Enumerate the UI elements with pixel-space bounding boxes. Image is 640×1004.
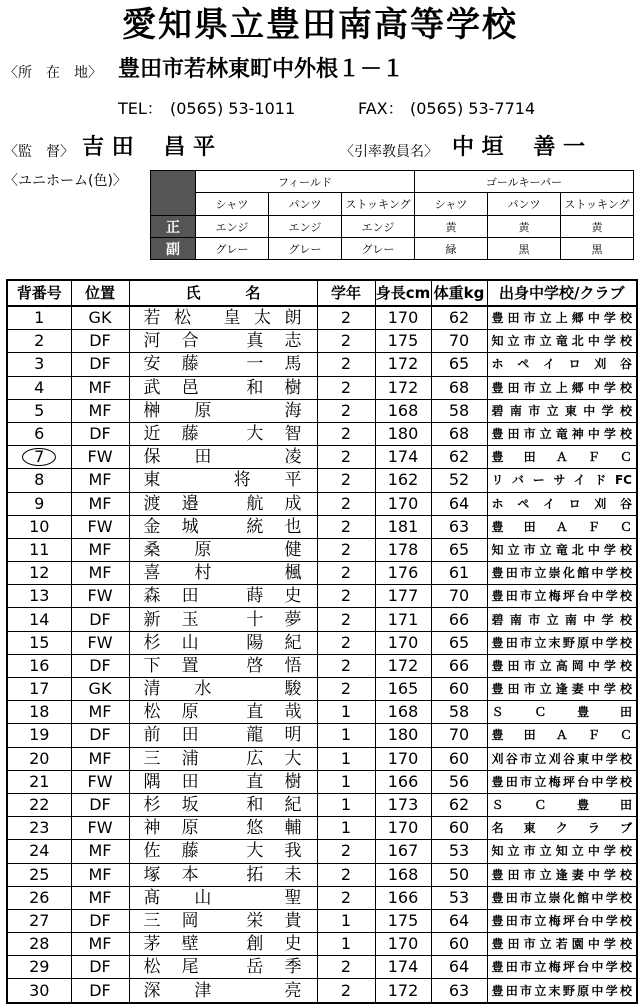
player-weight: 68 — [431, 376, 487, 399]
fax-label: FAX： — [358, 99, 404, 118]
header-grade: 学年 — [317, 280, 375, 306]
player-grade: 1 — [317, 817, 375, 840]
player-height: 176 — [375, 562, 431, 585]
coach-label: 〈監 督〉 — [4, 144, 74, 160]
table-row — [7, 793, 637, 816]
table-row — [7, 446, 637, 469]
player-name: 隅田 直樹 — [129, 770, 317, 793]
player-school: ＳＣ豊田 — [487, 701, 637, 724]
table-row — [7, 330, 637, 353]
table-row — [7, 562, 637, 585]
uniform-subheader: パンツ — [269, 193, 342, 216]
player-weight: 50 — [431, 863, 487, 886]
player-grade: 2 — [317, 306, 375, 330]
player-grade: 2 — [317, 492, 375, 515]
player-number: 8 — [7, 469, 71, 492]
player-number: 3 — [7, 353, 71, 376]
player-grade: 2 — [317, 979, 375, 1003]
secondary-color: グレー — [342, 238, 415, 260]
player-number: 25 — [7, 863, 71, 886]
roster-body — [7, 306, 637, 1003]
player-weight: 65 — [431, 353, 487, 376]
player-name: 前田 龍明 — [129, 724, 317, 747]
player-number: 28 — [7, 933, 71, 956]
player-position: GK — [71, 678, 129, 701]
player-name: 髙山 聖 — [129, 886, 317, 909]
player-school: ホペイロ刈谷 — [487, 353, 637, 376]
player-name: 松原 直哉 — [129, 701, 317, 724]
player-number: 21 — [7, 770, 71, 793]
player-name: 深津 亮 — [129, 979, 317, 1003]
player-school: 豊田市立梅坪台中学校 — [487, 770, 637, 793]
uniform-table — [150, 170, 634, 260]
player-height: 167 — [375, 840, 431, 863]
player-number: 27 — [7, 909, 71, 932]
player-weight: 68 — [431, 422, 487, 445]
table-row — [7, 979, 637, 1003]
table-row — [7, 701, 637, 724]
primary-color: 黄 — [561, 216, 634, 238]
player-number: 5 — [7, 399, 71, 422]
player-number: 13 — [7, 585, 71, 608]
player-position: MF — [71, 747, 129, 770]
player-height: 168 — [375, 701, 431, 724]
player-grade: 2 — [317, 585, 375, 608]
player-height: 174 — [375, 956, 431, 979]
player-weight: 63 — [431, 515, 487, 538]
table-row — [7, 306, 637, 330]
player-height: 173 — [375, 793, 431, 816]
player-grade: 1 — [317, 933, 375, 956]
table-row — [7, 353, 637, 376]
player-number: 23 — [7, 817, 71, 840]
table-row — [7, 492, 637, 515]
player-weight: 66 — [431, 654, 487, 677]
player-weight: 53 — [431, 886, 487, 909]
player-grade: 1 — [317, 724, 375, 747]
school-name: 愛知県立豊田南高等学校 — [122, 5, 518, 45]
player-weight: 62 — [431, 306, 487, 330]
gk-label: ゴールキーパー — [415, 171, 634, 193]
player-grade: 2 — [317, 515, 375, 538]
table-row — [7, 909, 637, 932]
teacher-label: 〈引率教員名〉 — [340, 144, 438, 160]
player-school: 豊田市立上郷中学校 — [487, 376, 637, 399]
player-height: 168 — [375, 399, 431, 422]
player-grade: 2 — [317, 608, 375, 631]
fax-number: (0565) 53-7714 — [410, 99, 536, 118]
player-school: 豊田市立崇化館中学校 — [487, 562, 637, 585]
player-name: 森田 蒔史 — [129, 585, 317, 608]
player-position: MF — [71, 562, 129, 585]
player-height: 166 — [375, 886, 431, 909]
roster-table — [6, 279, 638, 1004]
player-school: 豊田市立末野原中学校 — [487, 979, 637, 1003]
player-number: 6 — [7, 422, 71, 445]
player-height: 171 — [375, 608, 431, 631]
player-school: 知立市立知立中学校 — [487, 840, 637, 863]
player-name: 喜村 楓 — [129, 562, 317, 585]
player-name: 下置 啓悟 — [129, 654, 317, 677]
player-name: 塚本 拓未 — [129, 863, 317, 886]
player-position: DF — [71, 979, 129, 1003]
player-school: 碧南市立南中学校 — [487, 608, 637, 631]
player-name: 保田 凌 — [129, 446, 317, 469]
player-height: 177 — [375, 585, 431, 608]
roster-header-row — [7, 280, 637, 306]
player-weight: 53 — [431, 840, 487, 863]
player-school: 知立市立竜北中学校 — [487, 330, 637, 353]
uniform-subheader: ストッキング — [342, 193, 415, 216]
header-school: 出身中学校/クラブ — [487, 280, 637, 306]
header-height: 身長cm — [375, 280, 431, 306]
tel-number: (0565) 53-1011 — [170, 99, 296, 118]
player-height: 175 — [375, 330, 431, 353]
player-position: MF — [71, 886, 129, 909]
primary-color: エンジ — [269, 216, 342, 238]
table-row — [7, 376, 637, 399]
player-weight: 66 — [431, 608, 487, 631]
primary-color: エンジ — [342, 216, 415, 238]
player-weight: 56 — [431, 770, 487, 793]
player-name: 三岡 栄貴 — [129, 909, 317, 932]
player-number: 9 — [7, 492, 71, 515]
player-weight: 60 — [431, 933, 487, 956]
player-height: 172 — [375, 353, 431, 376]
player-number: 12 — [7, 562, 71, 585]
player-school: 碧南市立東中学校 — [487, 399, 637, 422]
player-height: 172 — [375, 979, 431, 1003]
tel-label: TEL： — [118, 99, 163, 118]
player-school: 豊田市立梅坪台中学校 — [487, 909, 637, 932]
table-row — [7, 886, 637, 909]
player-position: FW — [71, 817, 129, 840]
player-name: 新玉 十夢 — [129, 608, 317, 631]
player-position: DF — [71, 330, 129, 353]
player-school: 豊田市立梅坪台中学校 — [487, 956, 637, 979]
player-position: DF — [71, 654, 129, 677]
player-weight: 52 — [431, 469, 487, 492]
player-name: 東 将平 — [129, 469, 317, 492]
player-name: 茅壁 創史 — [129, 933, 317, 956]
player-position: DF — [71, 956, 129, 979]
player-grade: 2 — [317, 654, 375, 677]
header-number: 背番号 — [7, 280, 71, 306]
player-grade: 2 — [317, 840, 375, 863]
secondary-color: グレー — [196, 238, 269, 260]
player-position: FW — [71, 585, 129, 608]
uniform-subheader: シャツ — [196, 193, 269, 216]
player-height: 170 — [375, 631, 431, 654]
player-name: 河合 真志 — [129, 330, 317, 353]
player-position: DF — [71, 422, 129, 445]
player-number: 19 — [7, 724, 71, 747]
player-grade: 2 — [317, 956, 375, 979]
secondary-color: 黒 — [561, 238, 634, 260]
player-grade: 2 — [317, 330, 375, 353]
table-row — [7, 863, 637, 886]
player-grade: 1 — [317, 747, 375, 770]
table-row — [7, 515, 637, 538]
player-number: 11 — [7, 538, 71, 561]
player-grade: 2 — [317, 678, 375, 701]
player-position: DF — [71, 724, 129, 747]
player-position: MF — [71, 376, 129, 399]
player-height: 170 — [375, 747, 431, 770]
teacher-name: 中 垣 善 一 — [452, 135, 585, 160]
header-position: 位置 — [71, 280, 129, 306]
uniform-corner — [151, 171, 196, 216]
player-school: 豊田ＡＦＣ — [487, 515, 637, 538]
player-position: DF — [71, 793, 129, 816]
player-number: 1 — [7, 306, 71, 330]
table-row — [7, 840, 637, 863]
secondary-color: 黒 — [488, 238, 561, 260]
table-row — [7, 956, 637, 979]
player-number: 18 — [7, 701, 71, 724]
player-number: 15 — [7, 631, 71, 654]
table-row — [7, 608, 637, 631]
player-school: 豊田市立若園中学校 — [487, 933, 637, 956]
header-weight: 体重kg — [431, 280, 487, 306]
player-number: 2 — [7, 330, 71, 353]
player-height: 172 — [375, 654, 431, 677]
player-weight: 62 — [431, 446, 487, 469]
player-school: 知立市立竜北中学校 — [487, 538, 637, 561]
player-position: MF — [71, 538, 129, 561]
player-school: 豊田市立逢妻中学校 — [487, 863, 637, 886]
player-position: MF — [71, 933, 129, 956]
uniform-subheader: パンツ — [488, 193, 561, 216]
player-height: 165 — [375, 678, 431, 701]
player-grade: 2 — [317, 376, 375, 399]
address: 豊田市若林東町中外根１－１ — [118, 57, 405, 82]
player-height: 162 — [375, 469, 431, 492]
player-weight: 62 — [431, 793, 487, 816]
player-position: MF — [71, 399, 129, 422]
player-position: FW — [71, 770, 129, 793]
player-grade: 2 — [317, 469, 375, 492]
player-school: 名東クラブ — [487, 817, 637, 840]
player-number: 20 — [7, 747, 71, 770]
player-school: 豊田ＡＦＣ — [487, 446, 637, 469]
player-weight: 65 — [431, 538, 487, 561]
player-position: MF — [71, 840, 129, 863]
player-name: 桑原 健 — [129, 538, 317, 561]
player-school: 豊田市立高岡中学校 — [487, 654, 637, 677]
table-row — [7, 585, 637, 608]
player-grade: 1 — [317, 909, 375, 932]
primary-color: 黄 — [488, 216, 561, 238]
player-name: 武邑 和樹 — [129, 376, 317, 399]
player-school: 豊田市立竜神中学校 — [487, 422, 637, 445]
player-grade: 2 — [317, 631, 375, 654]
player-school: リバーサイドFC — [487, 469, 637, 492]
player-position: DF — [71, 909, 129, 932]
uniform-subheader: ストッキング — [561, 193, 634, 216]
player-grade: 2 — [317, 422, 375, 445]
captain-mark: 7 — [22, 448, 56, 466]
player-name: 榊原 海 — [129, 399, 317, 422]
player-number: 14 — [7, 608, 71, 631]
player-grade: 2 — [317, 353, 375, 376]
player-grade: 2 — [317, 446, 375, 469]
player-name: 三浦 広大 — [129, 747, 317, 770]
player-name: 神原 悠輔 — [129, 817, 317, 840]
player-grade: 2 — [317, 863, 375, 886]
table-row — [7, 538, 637, 561]
uniform-label: 〈ユニホーム(色)〉 — [4, 173, 127, 189]
player-school: 豊田ＡＦＣ — [487, 724, 637, 747]
primary-color: 黄 — [415, 216, 488, 238]
player-number: 29 — [7, 956, 71, 979]
player-height: 172 — [375, 376, 431, 399]
player-weight: 70 — [431, 585, 487, 608]
player-position: MF — [71, 701, 129, 724]
player-name: 佐藤 大我 — [129, 840, 317, 863]
player-grade: 2 — [317, 399, 375, 422]
address-label: 〈所 在 地〉 — [4, 65, 102, 81]
player-number: 24 — [7, 840, 71, 863]
player-weight: 70 — [431, 724, 487, 747]
player-name: 渡邉 航成 — [129, 492, 317, 515]
player-number: 10 — [7, 515, 71, 538]
table-row — [7, 469, 637, 492]
player-school: ホペイロ刈谷 — [487, 492, 637, 515]
player-school: ＳＣ豊田 — [487, 793, 637, 816]
player-height: 170 — [375, 306, 431, 330]
player-weight: 60 — [431, 747, 487, 770]
table-row — [7, 678, 637, 701]
player-position: MF — [71, 863, 129, 886]
field-label: フィールド — [196, 171, 415, 193]
player-weight: 58 — [431, 399, 487, 422]
player-height: 174 — [375, 446, 431, 469]
table-row — [7, 817, 637, 840]
player-school: 刈谷市立刈谷東中学校 — [487, 747, 637, 770]
secondary-label: 副 — [151, 238, 196, 260]
player-weight: 64 — [431, 492, 487, 515]
player-weight: 64 — [431, 956, 487, 979]
player-weight: 63 — [431, 979, 487, 1003]
player-weight: 60 — [431, 817, 487, 840]
coach-name: 吉 田 昌 平 — [82, 135, 215, 160]
player-position: MF — [71, 469, 129, 492]
player-grade: 2 — [317, 886, 375, 909]
player-name: 若松 皇太朗 — [129, 306, 317, 330]
player-number: 30 — [7, 979, 71, 1003]
player-name: 杉山 陽紀 — [129, 631, 317, 654]
uniform-subheader: シャツ — [415, 193, 488, 216]
player-grade: 2 — [317, 562, 375, 585]
player-number: 16 — [7, 654, 71, 677]
table-row — [7, 399, 637, 422]
primary-color: エンジ — [196, 216, 269, 238]
table-row — [7, 724, 637, 747]
secondary-color: グレー — [269, 238, 342, 260]
table-row — [7, 654, 637, 677]
player-weight: 64 — [431, 909, 487, 932]
player-position: GK — [71, 306, 129, 330]
player-name: 松尾 岳季 — [129, 956, 317, 979]
player-number: 4 — [7, 376, 71, 399]
player-school: 豊田市立逢妻中学校 — [487, 678, 637, 701]
player-position: FW — [71, 515, 129, 538]
table-row — [7, 747, 637, 770]
player-position: MF — [71, 492, 129, 515]
header-name: 氏 名 — [129, 280, 317, 306]
player-number: 26 — [7, 886, 71, 909]
primary-label: 正 — [151, 216, 196, 238]
table-row — [7, 422, 637, 445]
player-weight: 61 — [431, 562, 487, 585]
player-name: 清水 駿 — [129, 678, 317, 701]
table-row — [7, 933, 637, 956]
player-height: 175 — [375, 909, 431, 932]
player-height: 170 — [375, 817, 431, 840]
secondary-color: 緑 — [415, 238, 488, 260]
table-row — [7, 631, 637, 654]
player-school: 豊田市立上郷中学校 — [487, 306, 637, 330]
player-height: 166 — [375, 770, 431, 793]
player-number: 22 — [7, 793, 71, 816]
player-school: 豊田市立末野原中学校 — [487, 631, 637, 654]
player-height: 170 — [375, 492, 431, 515]
player-name: 安藤 一馬 — [129, 353, 317, 376]
player-height: 181 — [375, 515, 431, 538]
player-name: 金城 統也 — [129, 515, 317, 538]
player-name: 近藤 大智 — [129, 422, 317, 445]
player-school: 豊田市立崇化館中学校 — [487, 886, 637, 909]
player-position: FW — [71, 446, 129, 469]
player-position: DF — [71, 353, 129, 376]
player-weight: 60 — [431, 678, 487, 701]
player-height: 180 — [375, 724, 431, 747]
player-school: 豊田市立梅坪台中学校 — [487, 585, 637, 608]
player-height: 180 — [375, 422, 431, 445]
player-number — [7, 446, 71, 469]
player-grade: 1 — [317, 793, 375, 816]
player-name: 杉坂 和紀 — [129, 793, 317, 816]
player-weight: 58 — [431, 701, 487, 724]
player-number: 17 — [7, 678, 71, 701]
player-position: DF — [71, 608, 129, 631]
player-height: 170 — [375, 933, 431, 956]
player-grade: 1 — [317, 770, 375, 793]
player-grade: 2 — [317, 538, 375, 561]
player-position: FW — [71, 631, 129, 654]
player-height: 168 — [375, 863, 431, 886]
player-weight: 65 — [431, 631, 487, 654]
player-weight: 70 — [431, 330, 487, 353]
player-height: 178 — [375, 538, 431, 561]
table-row — [7, 770, 637, 793]
player-grade: 1 — [317, 701, 375, 724]
